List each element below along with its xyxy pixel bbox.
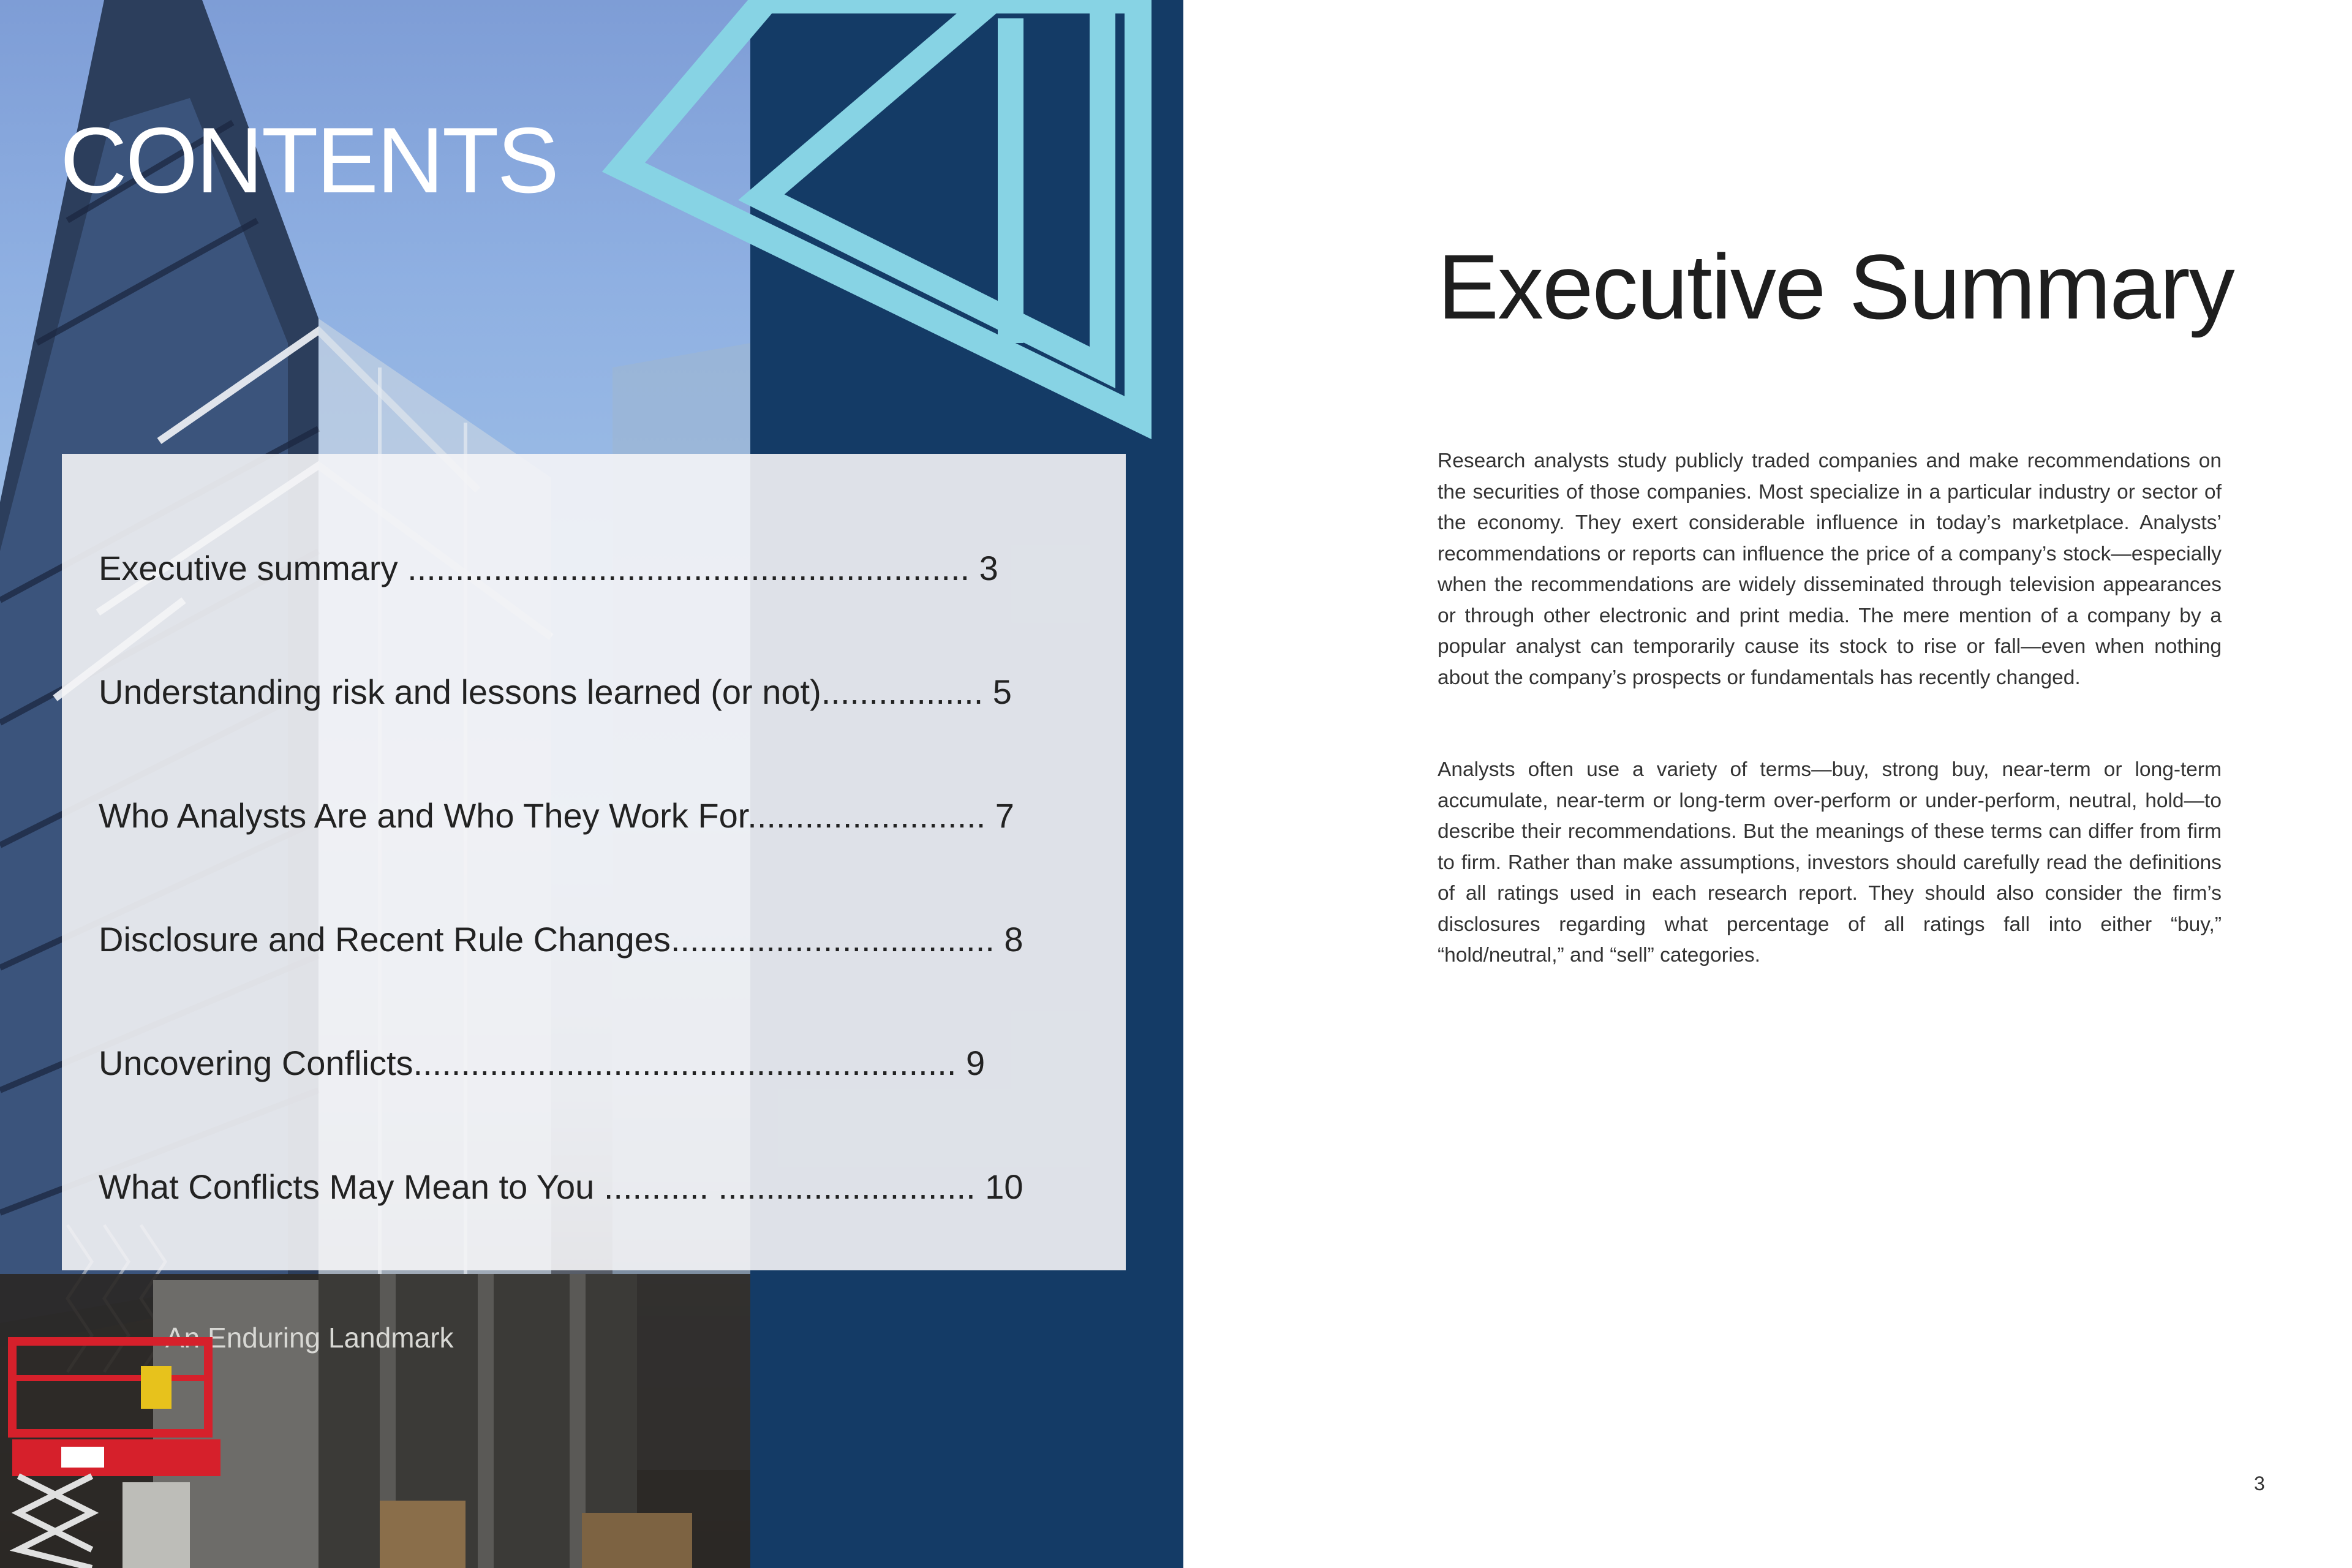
signage-text: An Enduring Landmark: [165, 1322, 454, 1354]
toc-page-number: 9: [956, 1044, 986, 1082]
toc-entry[interactable]: [99, 788, 1091, 843]
toc-page-number: 3: [979, 549, 998, 587]
summary-paragraph: Analysts often use a variety of terms—buy, strong buy, near-term or long-term accumulate, near-term or long-term over-perform or under-perform, neutral, hold—to describe their recommendations. But the meanings of these terms can differ from firm to firm. Rather than make assumptions, investors should carefully read the definitions of all ratings used in each research report. They should also consider the firm’s disclosures regarding what percentage of all ratings fall into either “buy,” “hold/neutral,” and “sell” categories.: [1438, 758, 2222, 967]
toc-entry-label: Uncovering Conflicts: [99, 1044, 413, 1082]
toc-entry-label: Executive summary: [99, 549, 398, 587]
toc-entry-label: Understanding risk and lessons learned (or not): [99, 673, 821, 711]
toc-page-number: 5: [983, 673, 1012, 711]
toc-entry-label: What Conflicts May Mean to You: [99, 1167, 595, 1206]
toc-entry[interactable]: [99, 1036, 1091, 1091]
toc-entry[interactable]: [99, 541, 1091, 596]
summary-paragraph: Research analysts study publicly traded companies and make recommendations on the securities of those companies. Most specialize in a particular industry or sector of the economy. They exert considerable influence in today’s marketplace. Analysts’ recommendations or reports can influence the price of a company’s stock—especially when the recommendations are widely disseminated through television appearances or through other electronic and print media. The mere mention of a company by a popular analyst can temporarily cause its stock to rise or fall—even when nothing about the company’s prospects or fundamentals has recently changed.: [1438, 450, 2222, 689]
toc-entry[interactable]: [99, 912, 1091, 967]
toc-leader-dots: ........... ...........................: [594, 1167, 976, 1206]
contents-title: CONTENTS: [60, 108, 557, 213]
toc-leader-dots: .........................................................: [413, 1044, 957, 1082]
toc-entry[interactable]: [99, 665, 1091, 720]
toc-page-number: 7: [986, 796, 1014, 835]
toc-page-number: 10: [975, 1167, 1023, 1206]
right-page: [1183, 0, 2352, 1568]
toc-leader-dots: ...........................................................: [398, 549, 979, 587]
section-title: Executive Summary: [1438, 235, 2234, 338]
toc-entry-label: Disclosure and Recent Rule Changes: [99, 920, 671, 959]
table-of-contents: [62, 454, 1126, 1270]
toc-leader-dots: ..................................: [670, 920, 995, 959]
toc-page-number: 8: [994, 920, 1023, 959]
toc-entry[interactable]: [99, 1159, 1091, 1215]
toc-leader-dots: .................: [821, 673, 984, 711]
page-number: 3: [2254, 1472, 2265, 1494]
toc-entry-label: Who Analysts Are and Who They Work For: [99, 796, 748, 835]
toc-leader-dots: .........................: [747, 796, 986, 835]
